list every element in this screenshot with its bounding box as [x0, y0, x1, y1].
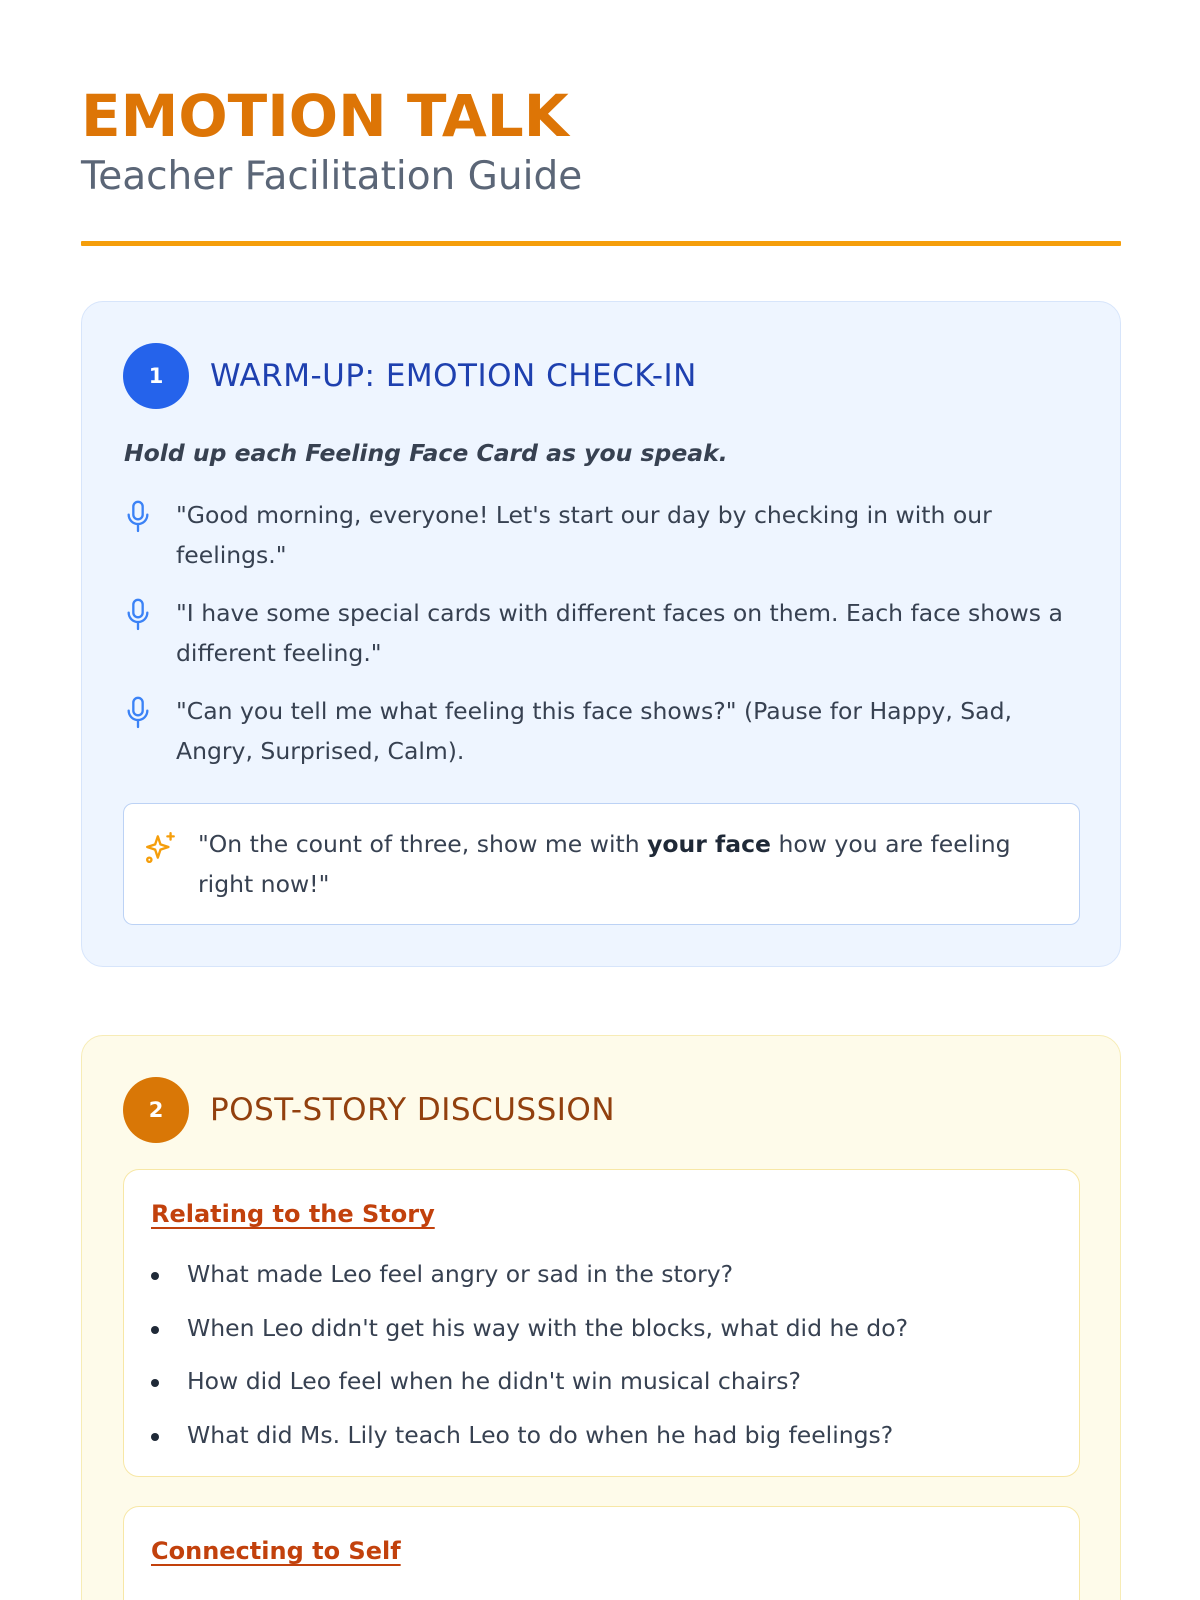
script-text: "I have some special cards with different faces on them. Each face shows a different feeling."	[176, 599, 1063, 667]
script-text: "Can you tell me what feeling this face shows?" (Pause for Happy, Sad, Angry, Surprised, Calm).	[176, 697, 1012, 765]
script-text: "Good morning, everyone! Let's start our day by checking in with our feelings."	[176, 501, 992, 569]
microphone-icon	[124, 597, 152, 633]
section-header	[123, 343, 697, 409]
callout-text: "On the count of three, show me with your face how you are feeling right now!"	[198, 830, 1011, 898]
section-title: WARM-UP: EMOTION CHECK-IN	[210, 358, 697, 394]
section-number-badge: 1	[123, 343, 189, 409]
microphone-icon	[124, 695, 152, 731]
sparkles-icon	[144, 830, 178, 864]
question-list	[151, 1248, 908, 1462]
page-header	[81, 82, 1121, 200]
script-line	[124, 495, 1074, 575]
list-item: What did Ms. Lily teach Leo to do when he had big feelings?	[151, 1409, 908, 1463]
section-header	[123, 1077, 615, 1143]
script-line	[124, 691, 1074, 771]
callout-box	[123, 803, 1080, 925]
card-heading: Connecting to Self	[151, 1537, 401, 1565]
section-title: POST-STORY DISCUSSION	[210, 1092, 616, 1128]
instruction-text: Hold up each Feeling Face Card as you speak.	[124, 439, 728, 467]
list-item: How did Leo feel when he didn't win musical chairs?	[151, 1355, 908, 1409]
page-subtitle: Teacher Facilitation Guide	[81, 154, 583, 199]
section-warm-up	[81, 301, 1121, 967]
microphone-icon	[124, 499, 152, 535]
section-number-badge: 2	[123, 1077, 189, 1143]
page-title: EMOTION TALK	[81, 82, 569, 150]
discussion-card	[123, 1169, 1080, 1477]
discussion-card	[123, 1506, 1080, 1600]
list-item: When Leo didn't get his way with the blocks, what did he do?	[151, 1302, 908, 1356]
list-item: What made Leo feel angry or sad in the story?	[151, 1248, 908, 1302]
card-heading: Relating to the Story	[151, 1200, 435, 1228]
script-line	[124, 593, 1074, 673]
header-divider	[81, 241, 1121, 246]
section-discussion	[81, 1035, 1121, 1600]
